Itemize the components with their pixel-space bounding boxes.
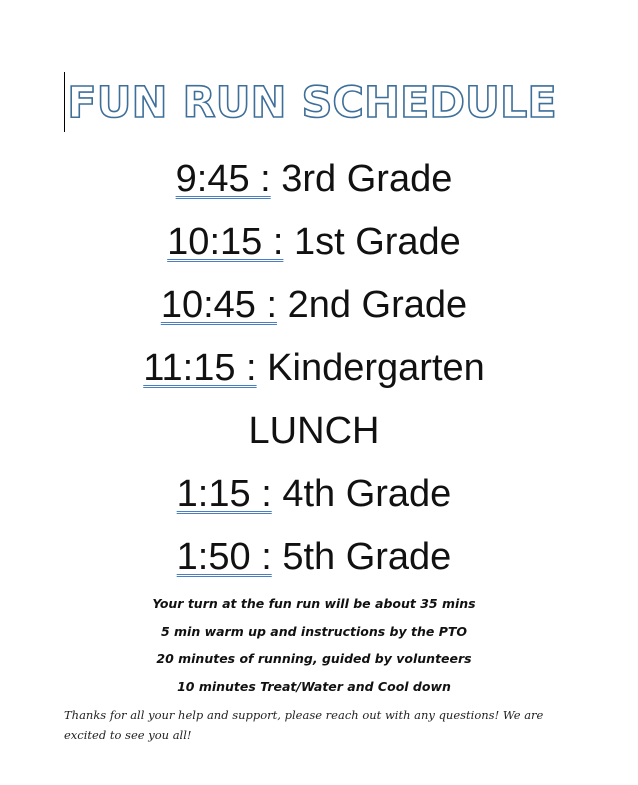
schedule-group: 4th Grade [282, 473, 452, 515]
schedule-row-lunch [0, 405, 628, 468]
schedule-time: 1:50 : [176, 536, 272, 578]
schedule-group: 3rd Grade [281, 158, 453, 200]
note-line: 20 minutes of running, guided by volunteers [156, 651, 472, 666]
schedule-row [0, 468, 628, 531]
note-line: Your turn at the fun run will be about 35 mins [152, 596, 476, 611]
page-title: FUN RUN SCHEDULE [67, 78, 557, 128]
schedule-time: 9:45 : [175, 158, 271, 200]
schedule-group: 1st Grade [293, 221, 461, 263]
schedule-group: Kindergarten [267, 347, 485, 389]
schedule-time: 11:15 : [143, 347, 257, 389]
schedule-time: 10:15 : [167, 221, 284, 263]
schedule-time: 1:15 : [176, 473, 272, 515]
schedule-row [0, 153, 628, 216]
note-line: 10 minutes Treat/Water and Cool down [177, 678, 451, 694]
schedule-time: 10:45 : [160, 284, 278, 326]
thanks-paragraph: Thanks for all your help and support, please reach out with any questions! We are excited to see you all! [64, 708, 544, 742]
schedule-row [0, 216, 628, 279]
notes-list [0, 594, 628, 704]
note-line: 5 min warm up and instructions by the PTO [160, 623, 468, 639]
schedule-row [0, 342, 628, 405]
schedule-row [0, 531, 628, 594]
schedule-group: LUNCH [248, 410, 380, 452]
schedule-list [0, 153, 628, 594]
schedule-row [0, 279, 628, 342]
schedule-group: 2nd Grade [287, 284, 468, 326]
schedule-group: 5th Grade [282, 536, 452, 578]
